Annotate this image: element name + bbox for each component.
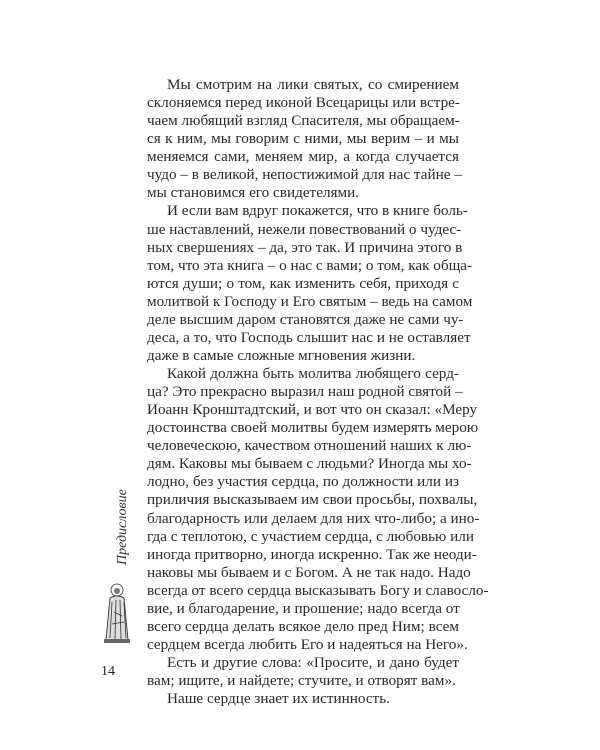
saint-icon (100, 582, 134, 644)
text-line: ца? Это прекрасно выразил наш родной святой – (147, 383, 463, 401)
text-line: И если вам вдруг покажется, что в книге боль- (167, 202, 468, 220)
text-line: склоняемся перед иконой Всецарицы или встре- (147, 94, 460, 112)
text-line: всегда от всего сердца высказывать Богу и славосло- (147, 581, 489, 599)
text-line: молитвой к Господу и Его святым – ведь на самом (147, 292, 473, 310)
text-line: лодно, без участия сердца, по должности или из (147, 473, 459, 491)
text-line: приличия высказываем им свои просьбы, похвалы, (147, 491, 478, 509)
text-line: наковы мы бываем и с Богом. А не так надо. Надо (147, 563, 471, 581)
text-line: сердцем всегда любить Его и надеяться на Него». (147, 635, 468, 653)
text-line: деса, а то, что Господь слышит нас и не оставляет (147, 328, 471, 346)
text-line: мы становимся его свидетелями. (147, 184, 360, 202)
text-line: иногда притворно, иногда искренно. Так же неоди- (147, 545, 477, 563)
text-line: благодарность или делаем для них что-либо; а ино- (147, 509, 480, 527)
text-line: человеческою, качеством отношений наших к лю- (147, 437, 472, 455)
text-line: меняемся сами, меняем мир, а когда случается (147, 148, 459, 166)
text-line: всего сердца делать всякое дело пред Ним; всем (147, 617, 459, 635)
text-line: том, что эта книга – о нас с вами; о том, как обща- (147, 256, 473, 274)
text-line: вие, и благодарение, и прошение; надо всегда от (147, 599, 460, 617)
text-line: гда с теплотою, с участием сердца, с любовью или (147, 527, 474, 545)
page-number: 14 (101, 664, 115, 679)
text-line: Какой должна быть молитва любящего серд- (167, 365, 459, 382)
text-line: дям. Каковы мы бываем с людьми? Иногда мы хо- (147, 455, 472, 473)
text-line: ных свершениях – да, это так. И причина этого в (147, 238, 463, 256)
text-line: ются души; о том, как изменить себя, приходя с (147, 274, 459, 292)
text-line: достоинства своей молитвы будем измерять мерою (147, 419, 479, 437)
text-line: Иоанн Кронштадтский, и вот что он сказал: «Меру (147, 401, 478, 419)
text-line: деле высшим даром становятся даже не сами чу- (147, 310, 464, 328)
text-line: Мы смотрим на лики святых, со смирением (167, 76, 459, 93)
text-line: даже в самые сложные мгновения жизни. (147, 346, 416, 364)
text-line: Наше сердце знает их истинность. (167, 690, 390, 708)
text-line: ше наставлений, нежели повествований о чудес- (147, 220, 462, 238)
running-title: Предисловие (115, 489, 130, 565)
body-text (147, 76, 489, 708)
text-line: Есть и другие слова: «Просите, и дано будет (167, 654, 459, 671)
text-line: чаем любящий взгляд Спасителя, мы обращаем- (147, 112, 460, 130)
text-line: чудо – в великой, непостижимой для нас тайне – (147, 166, 462, 184)
text-line: вам; ищите, и найдете; стучите, и отворят вам». (147, 672, 456, 690)
text-line: ся к ним, мы говорим с ними, мы верим – и мы (147, 130, 459, 148)
